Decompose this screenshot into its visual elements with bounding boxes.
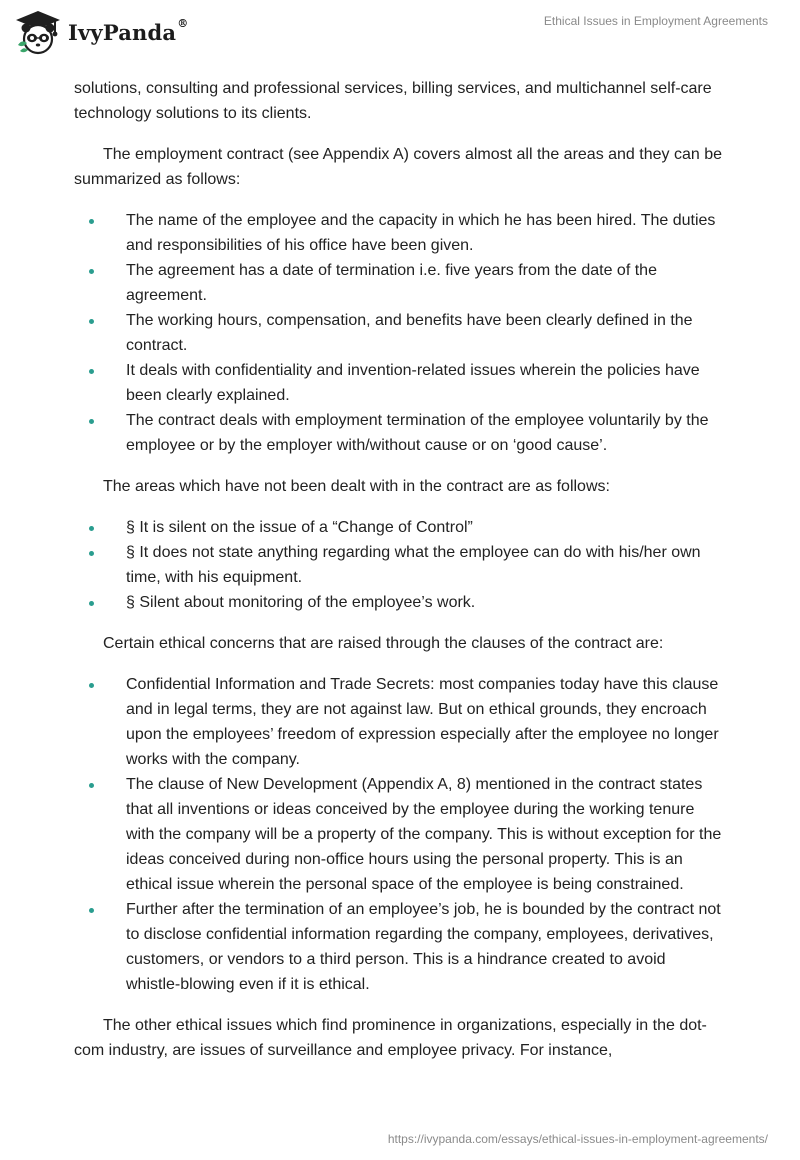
list-item: It deals with confidentiality and invention-related issues wherein the policies have been clearly explained. xyxy=(74,358,724,408)
brand-name: IvyPanda® xyxy=(68,16,189,45)
list-item: § Silent about monitoring of the employee’s work. xyxy=(74,590,724,615)
document-title: Ethical Issues in Employment Agreements xyxy=(543,14,768,28)
paragraph-ethical-concerns: Certain ethical concerns that are raised through the clauses of the contract are: xyxy=(103,635,664,652)
paragraph-other-issues: The other ethical issues which find prominence in organizations, especially in the dot-com industry, are issues of surveillance and employee privacy. For instance, xyxy=(74,1017,707,1059)
bullet-icon xyxy=(89,269,94,274)
bullet-icon xyxy=(89,908,94,913)
paragraph-contract-summary: The employment contract (see Appendix A) covers almost all the areas and they can be summarized as follows: xyxy=(74,146,722,188)
list-item: Further after the termination of an employee’s job, he is bounded by the contract not to disclose confidential information regarding the company, employees, derivatives, customers, or vendors to a third person. This is a hindrance created to avoid whistle-blowing even if it is ethical. xyxy=(74,897,724,997)
bullet-icon xyxy=(89,601,94,606)
ethical-concerns-list xyxy=(74,672,724,997)
bullet-icon xyxy=(89,219,94,224)
list-item: The name of the employee and the capacity in which he has been hired. The duties and responsibilities of his office have been given. xyxy=(74,208,724,258)
bullet-icon xyxy=(89,419,94,424)
list-item: The contract deals with employment termination of the employee voluntarily by the employee or by the employer with/without cause or on ‘good cause’. xyxy=(74,408,724,458)
covered-areas-list xyxy=(74,208,724,458)
list-item: The working hours, compensation, and benefits have been clearly defined in the contract. xyxy=(74,308,724,358)
bullet-icon xyxy=(89,369,94,374)
bullet-icon xyxy=(89,551,94,556)
essay-body xyxy=(74,76,724,1079)
bullet-icon xyxy=(89,783,94,788)
bullet-icon xyxy=(89,319,94,324)
list-item: The clause of New Development (Appendix A, 8) mentioned in the contract states that all inventions or ideas conceived by the employee during the working tenure with the company will be a property of the company. This is without exception for the ideas conceived during non-office hours using the personal property. This is an ethical issue wherein the personal space of the employee is being constrained. xyxy=(74,772,724,897)
panda-graduate-icon xyxy=(14,9,62,55)
paragraph-intro-continued: solutions, consulting and professional services, billing services, and multichannel self-care technology solutions to its clients. xyxy=(74,80,712,122)
brand-logo[interactable] xyxy=(14,8,188,56)
list-item: Confidential Information and Trade Secrets: most companies today have this clause and in legal terms, they are not against law. But on ethical grounds, they encroach upon the employees’ freedom of expression especially after the employee no longer works with the company. xyxy=(74,672,724,772)
source-url-link[interactable]: https://ivypanda.com/essays/ethical-issues-in-employment-agreements/ xyxy=(387,1132,768,1146)
bullet-icon xyxy=(89,683,94,688)
list-item: § It does not state anything regarding what the employee can do with his/her own time, with his equipment. xyxy=(74,540,724,590)
list-item: The agreement has a date of termination i.e. five years from the date of the agreement. xyxy=(74,258,724,308)
bullet-icon xyxy=(89,526,94,531)
page-header xyxy=(0,0,800,64)
list-item: § It is silent on the issue of a “Change of Control” xyxy=(74,515,724,540)
paragraph-not-dealt: The areas which have not been dealt with in the contract are as follows: xyxy=(103,478,610,495)
not-dealt-list xyxy=(74,515,724,615)
